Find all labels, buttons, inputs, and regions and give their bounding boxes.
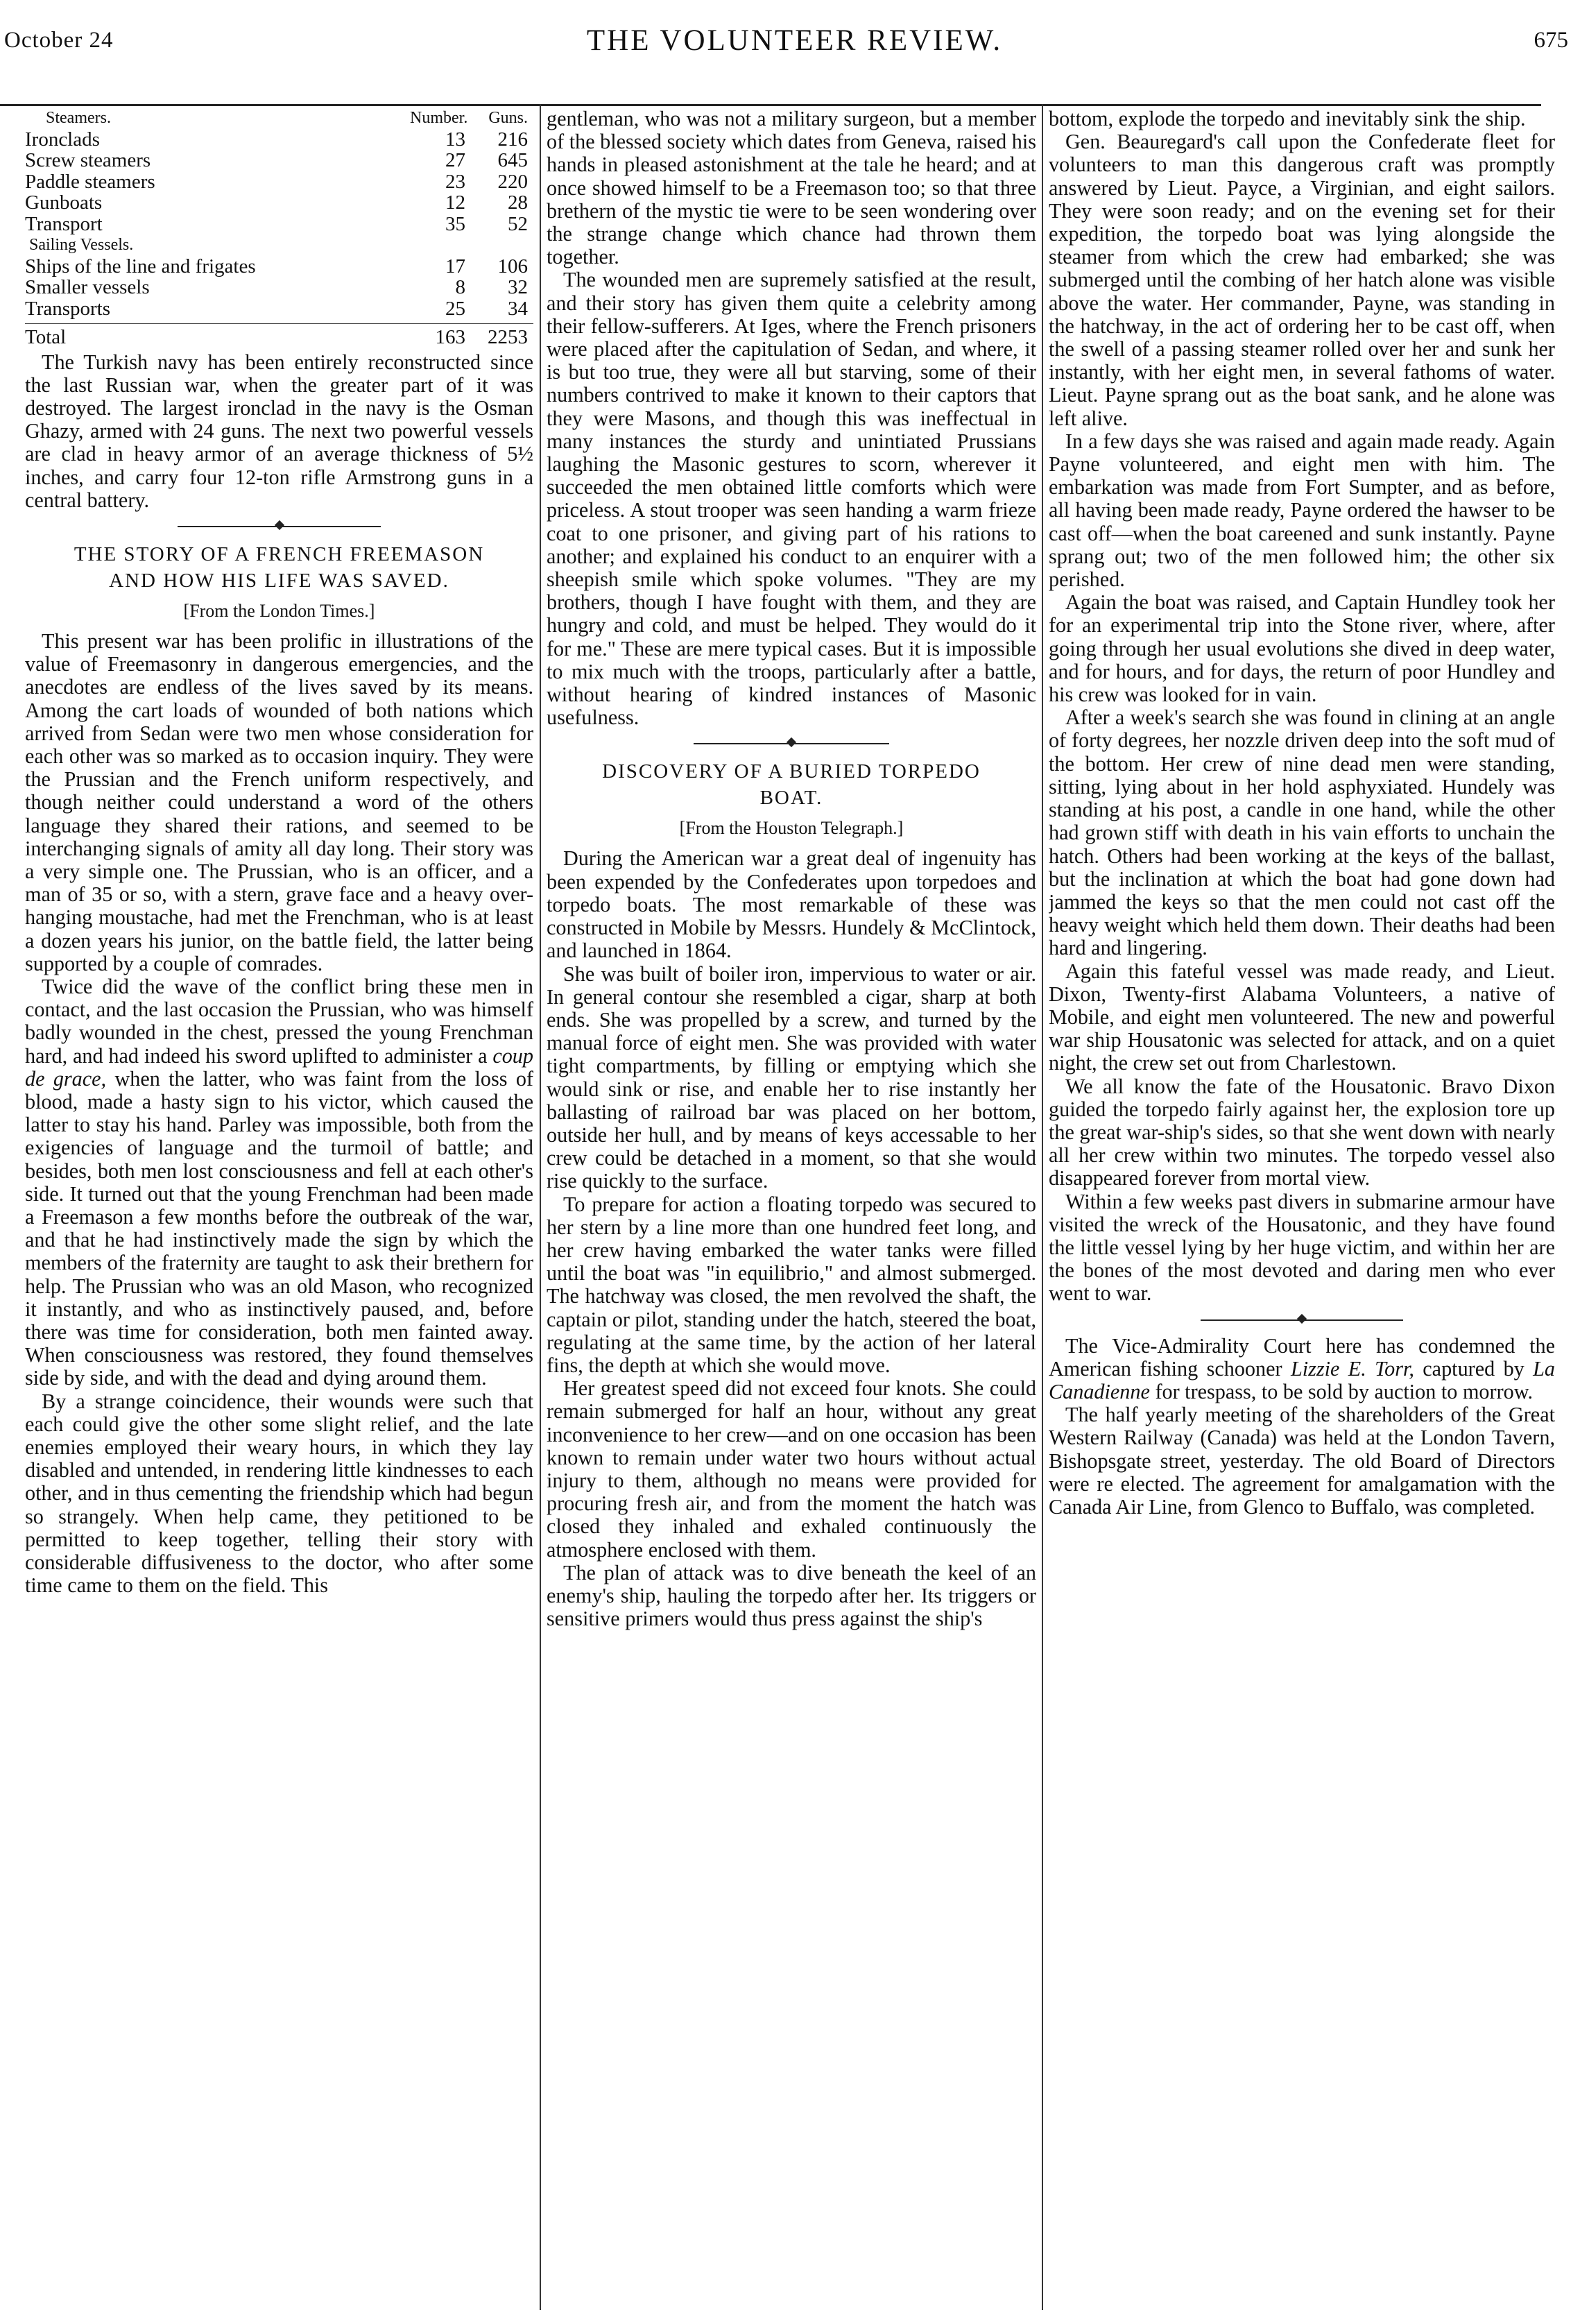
article-paragraph: We all know the fate of the Housatonic. Bravo Dixon guided the torpedo fairly against her, the explosion tore up the great war-ship's sides, so that she went down with nearly all her crew within two minutes. The torpedo vessel also disappeared forever from mortal view.	[1049, 1074, 1555, 1190]
column-divider	[540, 104, 541, 2310]
paragraph-text: for trespass, to be sold by auction to morrow.	[1149, 1379, 1534, 1403]
row-label: Transports	[25, 298, 111, 319]
total-number: 163	[435, 326, 465, 348]
fleet-table	[25, 108, 533, 348]
row-number: 12	[445, 191, 465, 214]
article-title-line-2: BOAT.	[759, 787, 823, 810]
italic-phrase: Lizzie E. Torr,	[1290, 1356, 1414, 1381]
masthead-title: THE VOLUNTEER REVIEW.	[586, 24, 1003, 57]
row-label: Ironclads	[25, 128, 100, 150]
table-row	[25, 298, 533, 320]
article-paragraph: Gen. Beauregard's call upon the Confederate fleet for volunteers to man this dangerous craft was promptly answered by Lieut. Payce, a Virginian, and eight sailors. They were soon ready; and on the evening set for their expedition, the torpedo boat was lying alongside the steamer from which the crew had embarked; she was submerged until the combing of her hatch alone was visible above the water. Her commander, Payne, was standing in the hatchway, in the act of ordering her to be cast off, when the swell of a passing steamer rolled over her and sunk her instantly, with her eight men, in several fathoms of water. Lieut. Payne sprang out as the boat sank, and he alone was left alive.	[1049, 130, 1555, 430]
table-total-row	[25, 323, 533, 348]
header-number: Number.	[410, 109, 468, 127]
paragraph-text: when the latter, who was faint from the loss of blood, made a hasty sign to his victor, which caused the latter to stay his hand. Parley was impossible, both from the exigencies of language and the turmoil of battle; and besides, both men lost consciousness and fell at each other's side. It turned out that the young Frenchman had been made a Freemason a few months before the outbreak of the war, and that he had instinctively made the sign by which the members of the fraternity are taught to ask their brethern for help. The Prussian who was an old Mason, who recognized it instantly, and who as instinctively paused, and, before there was time for consideration, both men fainted away. When consciousness was restored, they found themselves side by side, and with the dead and dying around them.	[25, 1066, 533, 1390]
row-label: Transport	[25, 213, 103, 234]
row-guns: 645	[497, 149, 528, 171]
column-2	[547, 108, 1036, 2310]
row-number: 13	[445, 128, 465, 151]
row-number: 25	[445, 297, 465, 320]
article-paragraph: After a week's search she was found in clining at an angle of forty degrees, her nozzle driven deep into the soft mud of the bottom. Her crew of nine dead men were standing, sitting, lying about in her hold asphyxiated. Hundely was standing at his post, a candle in one hand, while the other had grown stiff with death in his vain efforts to unchain the hatch. Others had been working at the keys of the ballast, but the inclination at which the boat had gone down had jammed the keys so that the men could not cast off the heavy weight which held them down. Their deaths had been hard and lingering.	[1049, 706, 1555, 960]
article-paragraph: This present war has been prolific in illustrations of the value of Freemasonry in dangerous emergencies, and the anecdotes are endless of the lives saved by its means. Among the cart loads of wounded of both nations which arrived from Sedan were two men whose consideration for each other was so marked as to occasion inquiry. They were the Prussian and the French uniform respectively, and though neither could understand a word of the others language they shared their rations, and seemed to be interchanging signals of amity all day long. Their story was a very simple one. The Prussian, who is an officer, and a man of 35 or so, with a stern, grave face and a heavy over-hanging moustache, had met the Frenchman, who is at least a dozen years his junior, on the battle field, the latter being supported by a couple of comrades.	[25, 629, 533, 975]
row-guns: 220	[497, 170, 528, 193]
row-label: Smaller vessels	[25, 277, 150, 298]
turkish-navy-paragraph: The Turkish navy has been entirely reconstructed since the last Russian war, when the greater part of it was destroyed. The largest ironclad in the navy is the Osman Ghazy, armed with 24 guns. The next two powerful vessels are clad in heavy armor of an average thickness of 5½ inches, and carry four 12-ton rifle Armstrong guns in a central battery.	[25, 350, 533, 512]
section-ornament	[547, 739, 1036, 749]
article-paragraph: The plan of attack was to dive beneath the keel of an enemy's ship, hauling the torpedo after her. Its triggers or sensitive primers would thus press against the ship's	[547, 1560, 1036, 1631]
section-ornament	[25, 522, 533, 531]
total-guns: 2253	[488, 326, 528, 348]
article-paragraph: In a few days she was raised and again made ready. Again Payne volunteered, and eight men with him. The embarkation was made from Fort Sumpter, and as before, all having been made ready, Payne ordered the hawser to be cast off—when the boat careened and sunk instantly. Payne sprang out; two of the men followed him; the other six perished.	[1049, 429, 1555, 592]
table-row	[25, 171, 533, 193]
article-paragraph: Within a few weeks past divers in submarine armour have visited the wreck of the Housatonic, and they have found the little vessel lying by her huge victim, and within her are the bones of the most devoted and daring men who ever went to war.	[1049, 1189, 1555, 1306]
column-3	[1049, 108, 1555, 2310]
row-label: Gunboats	[25, 192, 103, 214]
article-paragraph: Her greatest speed did not exceed four knots. She could remain submerged for half an hour, without any great inconvenience to her crew—and on one occasion has been known to remain under water two hours without actual injury to them, although no means were provided for procuring fresh air, and from the moment the hatch was closed they inhaled and exhaled continuously the atmosphere enclosed with them.	[547, 1376, 1036, 1562]
row-number: 8	[455, 276, 465, 298]
article-title	[25, 541, 533, 594]
news-item-paragraph: The half yearly meeting of the shareholders of the Great Western Railway (Canada) was held at the London Tavern, Bishopsgate street, yesterday. The old Board of Directors were re elected. The agreement for amalgamation with the Canada Air Line, from Glenco to Buffalo, was completed.	[1049, 1403, 1555, 1519]
article-paragraph: gentleman, who was not a military surgeon, but a member of the blessed society which dates from Geneva, raised his hands in pleased astonishment at the tale he heard; and at once showed himself to be a Freemason too; so that three brethern of the mystic tie were to be seen wondering over the strange change which chance had thrown them together.	[547, 108, 1036, 269]
paragraph-text: Twice did the wave of the conflict bring these men in contact, and the last occasion the Prussian, who was himself badly wounded in the chest, pressed the young Frenchman hard, and had indeed his sword uplifted to administer a	[25, 974, 533, 1068]
row-label: Screw steamers	[25, 150, 151, 171]
article-paragraph: To prepare for action a floating torpedo was secured to her stern by a line more than one hundred feet long, and her crew having embarked the water tanks were filled until the boat was "in equilibrio," and almost submerged. The hatchway was closed, the men revolved the shaft, the captain or pilot, standing under the hatch, steered the boat, regulating at the same time, by the action of her lateral fins, the depth at which she would move.	[547, 1192, 1036, 1377]
article-paragraph: bottom, explode the torpedo and inevitably sink the ship.	[1049, 108, 1526, 130]
article-paragraph: By a strange coincidence, their wounds were such that each could give the other some slight relief, and the late enemies employed their weary hours, in which they lay disabled and untended, in rendering little kindnesses to each other, and in thus cementing the friendship which had begun so strangely. When help came, they petitioned to be permitted to keep together, telling their story with considerable diffusiveness to the doctor, who after some time came to them on the field. This	[25, 1389, 533, 1598]
italic-phrase: coup de grace,	[25, 1043, 533, 1091]
row-guns: 106	[497, 255, 528, 277]
page-number: 675	[1534, 28, 1568, 53]
article-title-line-1: THE STORY OF A FRENCH FREEMASON	[74, 542, 485, 565]
header-steamers: Steamers.	[46, 109, 111, 127]
row-guns: 28	[508, 191, 528, 214]
table-row	[25, 214, 533, 235]
total-label: Total	[25, 327, 67, 348]
article-paragraph: During the American war a great deal of ingenuity has been expended by the Confederates upon torpedoes and torpedo boats. The most remarkable of these was constructed in Mobile by Messrs. Hundely & McClintock, and launched in 1864.	[547, 846, 1036, 963]
article-source: [From the Houston Telegraph.]	[679, 818, 904, 839]
section-ornament	[1049, 1315, 1555, 1325]
row-guns: 52	[508, 212, 528, 235]
row-label: Ships of the line and frigates	[25, 255, 256, 277]
column-divider	[1042, 104, 1043, 2310]
fleet-table-header	[25, 108, 533, 129]
paragraph-text: captured by	[1414, 1356, 1534, 1381]
issue-date: October 24	[4, 28, 114, 53]
news-item-paragraph	[1049, 1335, 1555, 1404]
table-row	[25, 129, 533, 151]
row-number: 17	[445, 255, 465, 277]
table-row	[25, 192, 533, 214]
table-row	[25, 256, 533, 277]
table-row	[25, 277, 533, 298]
row-number: 23	[445, 170, 465, 193]
header-guns: Guns.	[488, 109, 528, 127]
italic-phrase: La Canadienne	[1049, 1356, 1555, 1403]
article-title	[547, 758, 1036, 811]
article-paragraph: Again this fateful vessel was made ready, and Lieut. Dixon, Twenty-first Alabama Volunteers, a native of Mobile, and eight men volunteered. The new and powerful war ship Housatonic was selected for attack, and on a quiet night, the crew set out from Charlestown.	[1049, 959, 1555, 1075]
row-label: Paddle steamers	[25, 171, 155, 192]
article-paragraph: She was built of boiler iron, impervious to water or air. In general contour she resembled a cigar, sharp at both ends. She was propelled by a screw, and turned by the manual force of eight men. She was provided with water tight compartments, by filling or emptying which she would sink or rise, and enable her to rise instantly her ballasting of railroad bar was placed on her bottom, outside her hull, and by means of keys accessable to her crew could be detached in a moment, so that she would rise quickly to the surface.	[547, 962, 1036, 1193]
row-guns: 34	[508, 297, 528, 320]
article-source: [From the London Times.]	[183, 600, 375, 621]
article-paragraph	[25, 975, 533, 1390]
row-guns: 216	[497, 128, 528, 151]
page-header	[0, 0, 1589, 90]
article-title-line-2: AND HOW HIS LIFE WAS SAVED.	[109, 569, 449, 592]
row-guns: 32	[508, 276, 528, 298]
row-number: 27	[445, 149, 465, 171]
sailing-vessels-heading: Sailing Vessels.	[29, 236, 134, 254]
article-paragraph: The wounded men are supremely satisfied at the result, and their story has given them quite a celebrity among their fellow-sufferers. At Iges, where the French prisoners were placed after the capitulation of Sedan, and where, it is but too true, they were all but starving, some of their numbers contrived to make it known to their captors that they were Masons, and though this was ineffectual in many instances the sturdy and unintiated Prussians laughing the Masonic gestures to scorn, wherever it succeeded the men obtained little comforts which were priceless. A stout trooper was seen handing a warm frieze coat to one prisoner, and giving part of his rations to another; and explained his conduct to an enquirer with a sheepish smile which spoke volumes. "They are my brothers, though I have fought with them, and they are hungry and cold, and must be helped. They would do it for me." These are mere typical cases. But it is impossible to mix much with the troops, particularly after a battle, without hearing of kindred instances of Masonic usefulness.	[547, 268, 1036, 730]
table-row	[25, 150, 533, 171]
row-number: 35	[445, 212, 465, 235]
article-title-line-1: DISCOVERY OF A BURIED TORPEDO	[602, 760, 981, 783]
article-paragraph: Again the boat was raised, and Captain Hundley took her for an experimental trip into the Stone river, where, after going through her usual evolutions she dived in deep water, and for hours, and for days, the return of poor Hundley and his crew was looked for in vain.	[1049, 590, 1555, 707]
header-rule	[0, 104, 1541, 106]
column-1	[25, 108, 533, 2310]
paragraph-text: The Vice-Admirality Court here has condemned the American fishing schooner	[1049, 1333, 1555, 1381]
